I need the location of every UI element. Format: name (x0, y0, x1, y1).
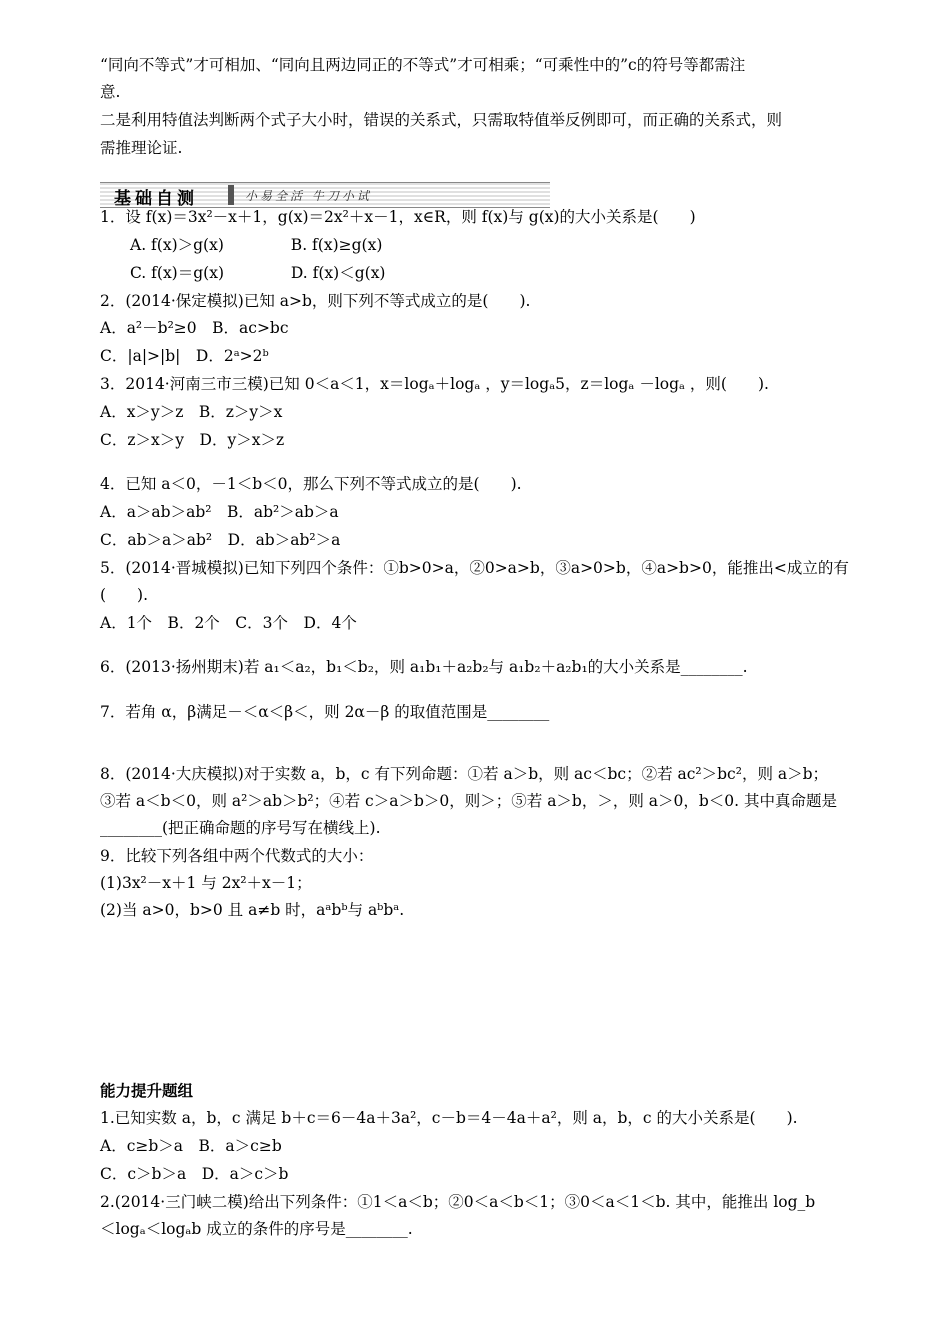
banner-title: 基础自测 (114, 189, 198, 209)
question-8-line-3: ________(把正确命题的序号写在横线上). (100, 819, 381, 837)
banner-subtitle: 小易全活 牛刀小试 (245, 189, 372, 203)
question-3-options-ab: A．x＞y＞z B．z＞y＞x (100, 403, 283, 421)
banner-divider (228, 185, 234, 205)
advanced-heading: 能力提升题组 (100, 1081, 194, 1100)
question-1-options-ab: A. f(x)＞g(x) B. f(x)≥g(x) (130, 236, 383, 254)
question-8-line-2: ③若 a＜b＜0，则 a²＞ab＞b²；④若 c＞a＞b＞0，则＞；⑤若 a＞b，＞，则 a＞0，b＜0. 其中真命题是 (100, 792, 838, 810)
advanced-question-2: 2.(2014·三门峡二模)给出下列条件：①1＜a＜b；②0＜a＜b＜1；③0＜a＜1＜b. 其中，能推出 log_b (100, 1193, 816, 1211)
question-9-part-2: (2)当 a>0，b>0 且 a≠b 时，aᵃbᵇ与 aᵇbᵃ. (100, 901, 405, 919)
question-7: 7．若角 α，β满足－＜α＜β＜，则 2α－β 的取值范围是________ (100, 703, 550, 721)
advanced-question-2-line-2: ＜logₐ＜logₐb 成立的条件的序号是________. (100, 1220, 413, 1238)
question-8: 8．(2014·大庆模拟)对于实数 a，b，c 有下列命题：①若 a＞b，则 ac＜bc；②若 ac²＞bc²，则 a＞b； (100, 765, 829, 783)
question-5-continued: ( ). (100, 586, 149, 604)
question-3: 3．2014·河南三市三模)已知 0＜a＜1，x＝logₐ＋logₐ ，y＝logₐ5，z＝logₐ －logₐ ，则( ). (100, 375, 769, 393)
intro-line-3: 二是利用特值法判断两个式子大小时，错误的关系式，只需取特值举反例即可，而正确的关系式，则 (100, 111, 783, 129)
question-9-part-1: (1)3x²－x＋1 与 2x²＋x－1； (100, 874, 312, 892)
question-2-options-ab: A．a²－b²≥0 B．ac>bc (100, 319, 289, 337)
question-4-options-ab: A．a＞ab＞ab² B．ab²＞ab＞a (100, 503, 339, 521)
intro-line-2: 意. (100, 83, 121, 101)
intro-line-1: “同向不等式”才可相加、“同向且两边同正的不等式”才可相乘；“可乘性中的”c的符号等都需注 (100, 56, 746, 74)
advanced-question-1-options-ab: A．c≥b＞a B．a＞c≥b (100, 1137, 282, 1155)
question-5-options: A．1个 B．2个 C．3个 D．4个 (100, 614, 357, 632)
question-2: 2．(2014·保定模拟)已知 a>b，则下列不等式成立的是( ). (100, 292, 531, 310)
question-4-options-cd: C．ab＞a＞ab² D．ab＞ab²＞a (100, 531, 341, 549)
advanced-question-1-options-cd: C．c＞b＞a D．a＞c＞b (100, 1165, 289, 1183)
intro-line-4: 需推理论证. (100, 139, 183, 157)
section-banner (100, 182, 550, 208)
advanced-question-1: 1.已知实数 a，b，c 满足 b＋c＝6－4a＋3a²，c－b＝4－4a＋a²，则 a，b，c 的大小关系是( ). (100, 1109, 798, 1127)
question-3-options-cd: C．z＞x＞y D．y＞x＞z (100, 431, 285, 449)
question-6: 6．(2013·扬州期末)若 a₁＜a₂，b₁＜b₂，则 a₁b₁＋a₂b₂与 a₁b₂＋a₂b₁的大小关系是________. (100, 658, 748, 676)
question-1-options-cd: C. f(x)＝g(x) D. f(x)＜g(x) (130, 264, 386, 282)
question-5: 5．(2014·晋城模拟)已知下列四个条件：①b>0>a，②0>a>b，③a>0>b，④a>b>0，能推出<成立的有 (100, 559, 849, 577)
question-4: 4．已知 a＜0，－1＜b＜0，那么下列不等式成立的是( ). (100, 475, 522, 493)
question-2-options-cd: C．|a|>|b| D．2ᵃ>2ᵇ (100, 347, 269, 365)
question-9: 9．比较下列各组中两个代数式的大小： (100, 847, 374, 865)
question-1: 1．设 f(x)＝3x²－x＋1，g(x)＝2x²＋x－1，x∈R，则 f(x)与 g(x)的大小关系是( ) (100, 208, 696, 226)
